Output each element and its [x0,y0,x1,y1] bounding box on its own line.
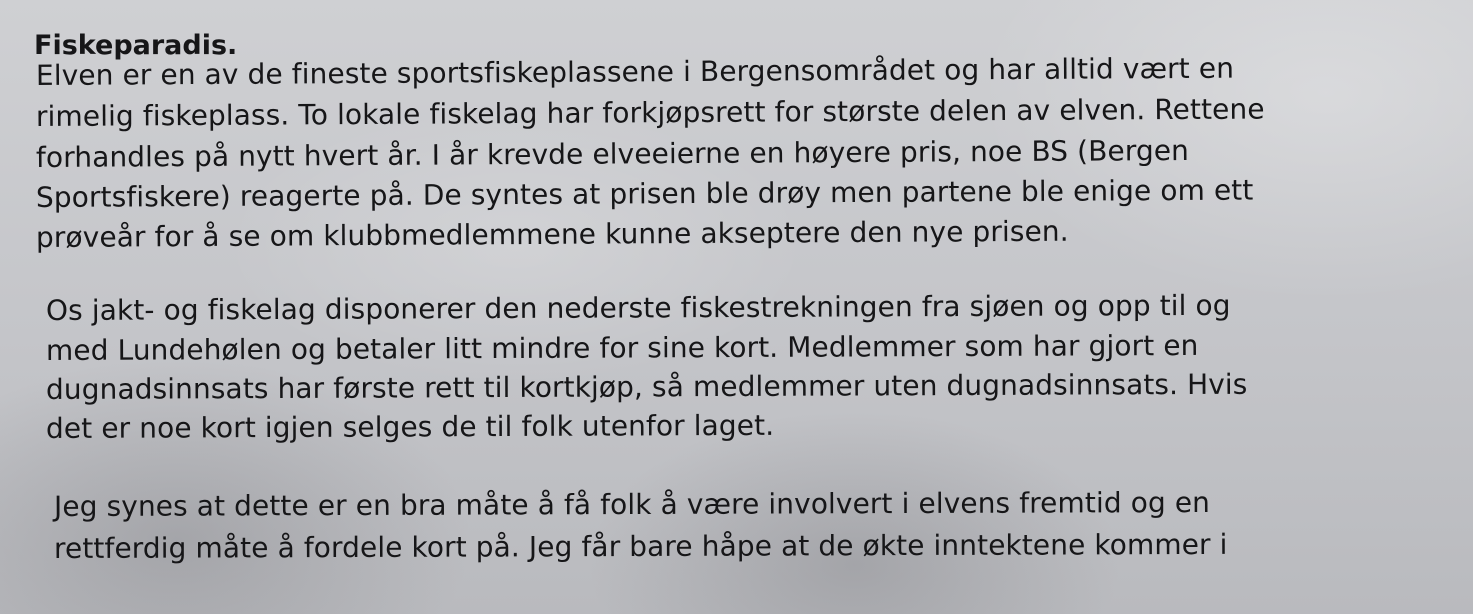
text-line: Os jakt- og fiskelag disponerer den nederste fiskestrekningen fra sjøen og opp til og [45,288,1231,327]
text-line: Elven er en av de fineste sportsfiskeplassene i Bergensområdet og har alltid vært en [35,51,1235,92]
text-line: Sportsfiskere) reagerte på. De syntes at prisen ble drøy men partene ble enige om ett [35,173,1254,214]
text-line: rimelig fiskeplass. To lokale fiskelag har forkjøpsrett for største delen av elven. Rettene [35,92,1265,133]
text-line: dugnadsinnsats har første rett til kortkjøp, så medlemmer uten dugnadsinnsats. Hvis [45,367,1248,406]
text-line: forhandles på nytt hvert år. I år krevde elveeierne en høyere pris, noe BS (Bergen [35,133,1190,174]
document-title: Fiskeparadis. [34,30,238,61]
text-line: det er noe kort igjen selges de til folk utenfor laget. [45,408,775,445]
text-line: Jeg synes at dette er en bra måte å få folk å være involvert i elvens fremtid og en [53,485,1211,523]
text-line: prøveår for å se om klubbmedlemmene kunne akseptere den nye prisen. [35,214,1069,254]
text-line: rettferdig måte å fordele kort på. Jeg får bare håpe at de økte inntektene kommer i [53,527,1228,565]
text-line: med Lundehølen og betaler litt mindre for sine kort. Medlemmer som har gjort en [45,328,1199,367]
